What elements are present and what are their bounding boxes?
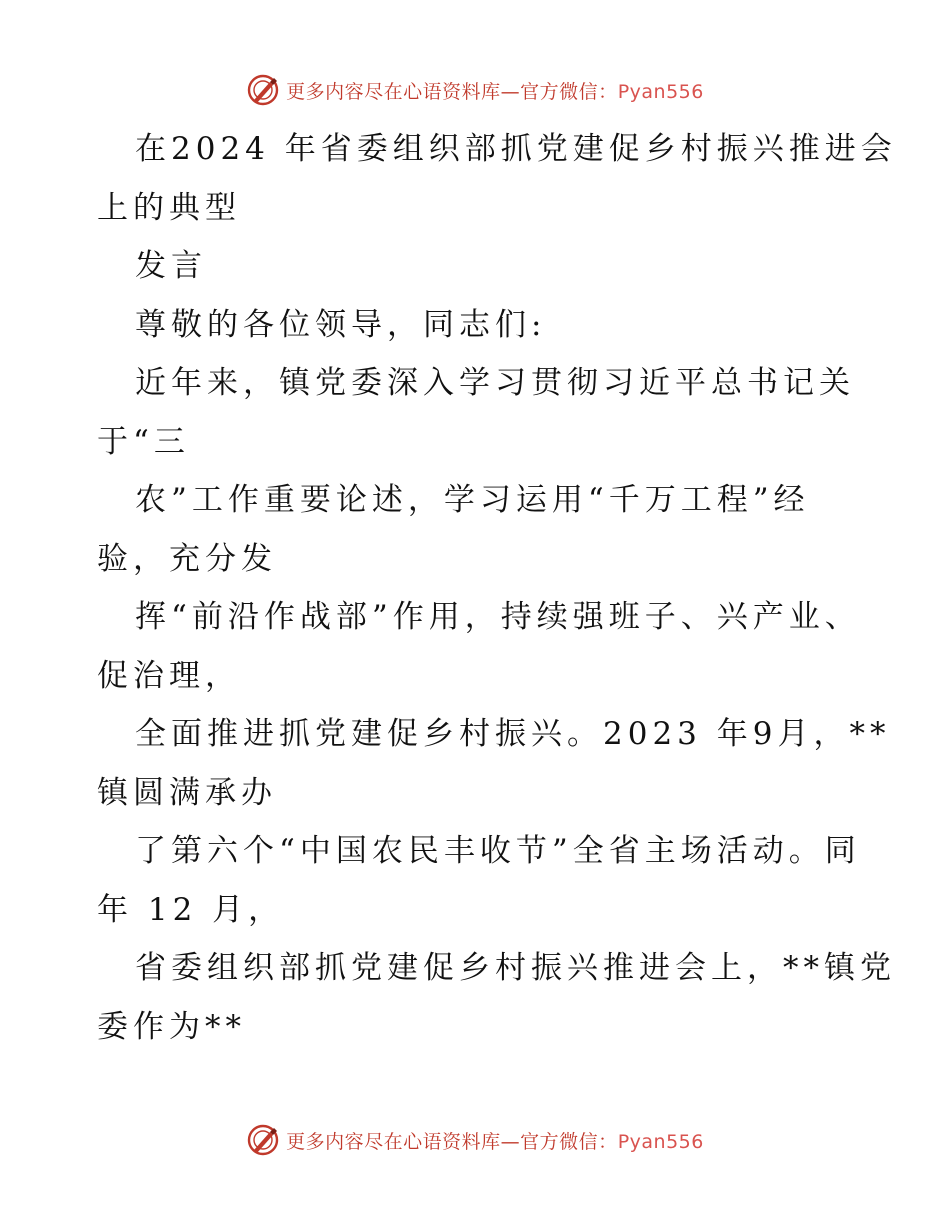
body-line: 了第六个“中国农民丰收节”全省主场活动。同: [135, 833, 861, 869]
body-line: 农”工作重要论述，学习运用“千万工程”经: [135, 482, 810, 518]
title-line-2: 上的典型: [97, 189, 241, 226]
body-line: 年 12 月，: [97, 891, 285, 928]
body-line: 全面推进抓党建促乡村振兴。2023 年9月，**: [135, 716, 891, 752]
title-line-1: 在2024 年省委组织部抓党建促乡村振兴推进会: [135, 131, 897, 167]
watermark-dash: —: [500, 80, 521, 103]
watermark-wechat-label: 官方微信：: [520, 1130, 618, 1153]
body-line: 于“三: [97, 423, 190, 460]
salutation: 尊敬的各位领导，同志们:: [135, 306, 547, 343]
body-line: 验，充分发: [97, 540, 277, 577]
document-body: [97, 120, 897, 1056]
watermark-site: 更多内容尽在心语资料库: [286, 80, 501, 103]
body-line: 促治理，: [97, 657, 241, 694]
title-line-3: 发言: [135, 248, 207, 284]
watermark-wechat-id: Pyan556: [617, 1130, 704, 1153]
watermark-text: [286, 77, 704, 104]
watermark-dash: —: [500, 1130, 521, 1153]
watermark-site: 更多内容尽在心语资料库: [286, 1130, 501, 1153]
pen-logo-icon: [246, 73, 280, 107]
body-line: 镇圆满承办: [97, 774, 277, 811]
body-line: 近年来，镇党委深入学习贯彻习近平总书记关: [135, 365, 855, 401]
body-line: 挥“前沿作战部”作用，持续强班子、兴产业、: [135, 599, 861, 635]
body-line: 省委组织部抓党建促乡村振兴推进会上，**镇党: [135, 950, 896, 986]
body-line: 委作为**: [97, 1008, 246, 1045]
watermark-wechat-id: Pyan556: [617, 80, 704, 103]
watermark-header: [0, 72, 950, 108]
pen-logo-icon: [246, 1123, 280, 1157]
watermark-footer: [0, 1122, 950, 1158]
watermark-text: [286, 1127, 704, 1154]
watermark-wechat-label: 官方微信：: [520, 80, 618, 103]
